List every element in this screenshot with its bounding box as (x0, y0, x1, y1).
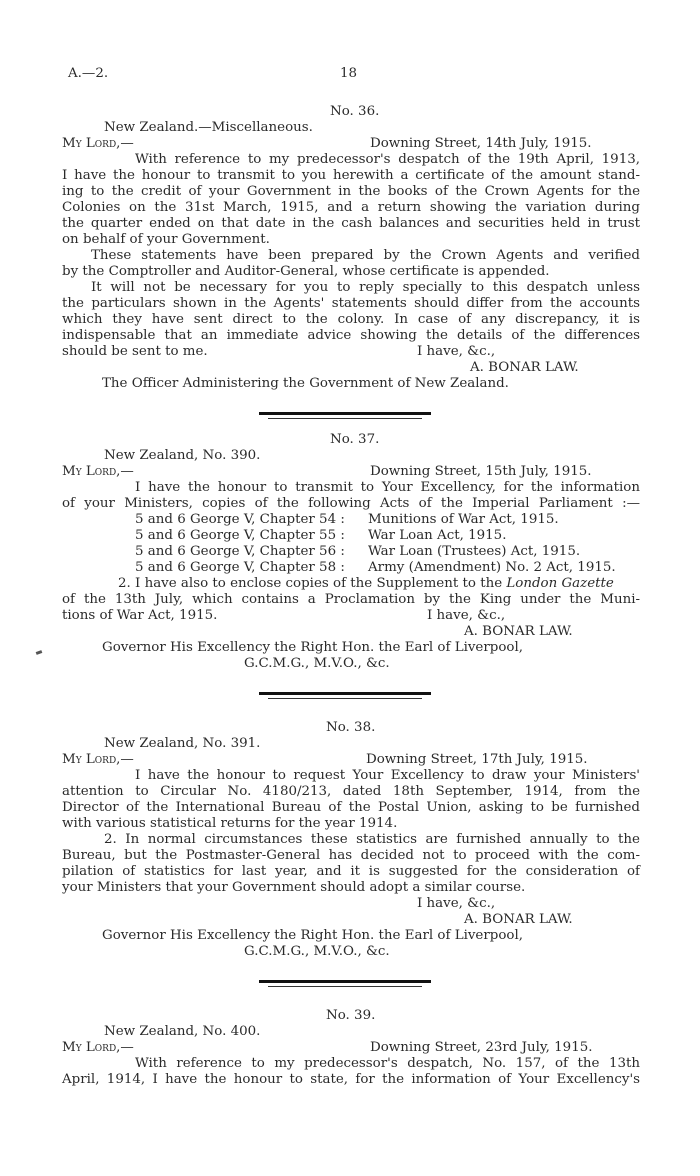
section-divider (259, 412, 431, 415)
signature: A. BONAR LAW. (470, 360, 579, 375)
section-divider-thin (268, 698, 422, 699)
gazette-title: London Gazette (506, 576, 614, 591)
letter-number: No. 38. (326, 720, 376, 735)
letter-number: No. 39. (326, 1008, 376, 1023)
para2-text: 2. I have also to enclose copies of the Supplement to the (118, 576, 507, 591)
body-line: I have the honour to request Your Excellency to draw your Ministers' (135, 768, 640, 783)
letter-reference: New Zealand.—Miscellaneous. (104, 120, 313, 135)
body-line: With reference to my predecessor's despatch, No. 157, of the 13th (135, 1056, 640, 1071)
signature: A. BONAR LAW. (464, 624, 573, 639)
page-number: 18 (340, 66, 358, 81)
section-divider (259, 980, 431, 983)
letter-date: Downing Street, 15th July, 1915. (370, 464, 592, 479)
section-divider (259, 692, 431, 695)
addressee-honours: G.C.M.G., M.V.O., &c. (244, 656, 390, 671)
body-line: with various statistical returns for the year 1914. (62, 816, 398, 831)
addressee: Governor His Excellency the Right Hon. the Earl of Liverpool, (102, 640, 523, 655)
page-reference: A.—2. (68, 66, 109, 81)
body-line: which they have sent direct to the colony. In case of any discrepancy, it is (62, 312, 640, 327)
body-line: April, 1914, I have the honour to state, for the information of Your Excellency's (62, 1072, 640, 1087)
section-divider-thin (268, 986, 422, 987)
addressee: The Officer Administering the Government of New Zealand. (102, 376, 509, 391)
salutation: My Lord,— (62, 136, 134, 151)
body-line: 2. In normal circumstances these statistics are furnished annually to the (104, 832, 640, 847)
salutation: My Lord,— (62, 1040, 134, 1055)
body-line: on behalf of your Government. (62, 232, 270, 247)
closing: I have, &c., (427, 608, 506, 623)
act-title: War Loan (Trustees) Act, 1915. (368, 544, 581, 559)
letter-reference: New Zealand, No. 390. (104, 448, 261, 463)
body-line: These statements have been prepared by the Crown Agents and verified (91, 248, 640, 263)
act-title: Munitions of War Act, 1915. (368, 512, 559, 527)
body-line: of the 13th July, which contains a Proclamation by the King under the Muni- (62, 592, 640, 607)
act-chapter: 5 and 6 George V, Chapter 58 : (135, 560, 345, 575)
body-line: your Ministers that your Government should adopt a similar course. (62, 880, 526, 895)
letter-date: Downing Street, 17th July, 1915. (366, 752, 588, 767)
body-line: of your Ministers, copies of the following Acts of the Imperial Parliament :— (62, 496, 640, 511)
letter-reference: New Zealand, No. 400. (104, 1024, 261, 1039)
letter-number: No. 36. (330, 104, 380, 119)
body-line: by the Comptroller and Auditor-General, whose certificate is appended. (62, 264, 550, 279)
act-chapter: 5 and 6 George V, Chapter 54 : (135, 512, 345, 527)
addressee-honours: G.C.M.G., M.V.O., &c. (244, 944, 390, 959)
body-line: indispensable that an immediate advice showing the details of the differences (62, 328, 640, 343)
body-line: pilation of statistics for last year, and it is suggested for the consideration of (62, 864, 640, 879)
body-line: I have the honour to transmit to you herewith a certificate of the amount stand- (62, 168, 640, 183)
closing: I have, &c., (417, 896, 496, 911)
section-divider-thin (268, 418, 422, 419)
act-chapter: 5 and 6 George V, Chapter 56 : (135, 544, 345, 559)
body-line: I have the honour to transmit to Your Excellency, for the information (135, 480, 640, 495)
body-line: the quarter ended on that date in the cash balances and securities held in trust (62, 216, 640, 231)
body-line (118, 576, 614, 592)
letter-number: No. 37. (330, 432, 380, 447)
body-line: With reference to my predecessor's despatch of the 19th April, 1913, (135, 152, 640, 167)
body-line: Director of the International Bureau of the Postal Union, asking to be furnished (62, 800, 640, 815)
body-line: ing to the credit of your Government in the books of the Crown Agents for the (62, 184, 640, 199)
act-title: War Loan Act, 1915. (368, 528, 507, 543)
body-line: should be sent to me. (62, 344, 208, 359)
letter-reference: New Zealand, No. 391. (104, 736, 261, 751)
signature: A. BONAR LAW. (464, 912, 573, 927)
letter-date: Downing Street, 14th July, 1915. (370, 136, 592, 151)
addressee: Governor His Excellency the Right Hon. the Earl of Liverpool, (102, 928, 523, 943)
letter-date: Downing Street, 23rd July, 1915. (370, 1040, 593, 1055)
body-line: Colonies on the 31st March, 1915, and a return showing the variation during (62, 200, 640, 215)
closing: I have, &c., (417, 344, 496, 359)
act-title: Army (Amendment) No. 2 Act, 1915. (368, 560, 616, 575)
body-line: attention to Circular No. 4180/213, dated 18th September, 1914, from the (62, 784, 640, 799)
body-line: It will not be necessary for you to reply specially to this despatch unless (91, 280, 640, 295)
body-line: the particulars shown in the Agents' statements should differ from the accounts (62, 296, 640, 311)
body-line: tions of War Act, 1915. (62, 608, 218, 623)
body-line: Bureau, but the Postmaster-General has decided not to proceed with the com- (62, 848, 640, 863)
salutation: My Lord,— (62, 752, 134, 767)
salutation: My Lord,— (62, 464, 134, 479)
act-chapter: 5 and 6 George V, Chapter 55 : (135, 528, 345, 543)
margin-mark (36, 650, 43, 655)
